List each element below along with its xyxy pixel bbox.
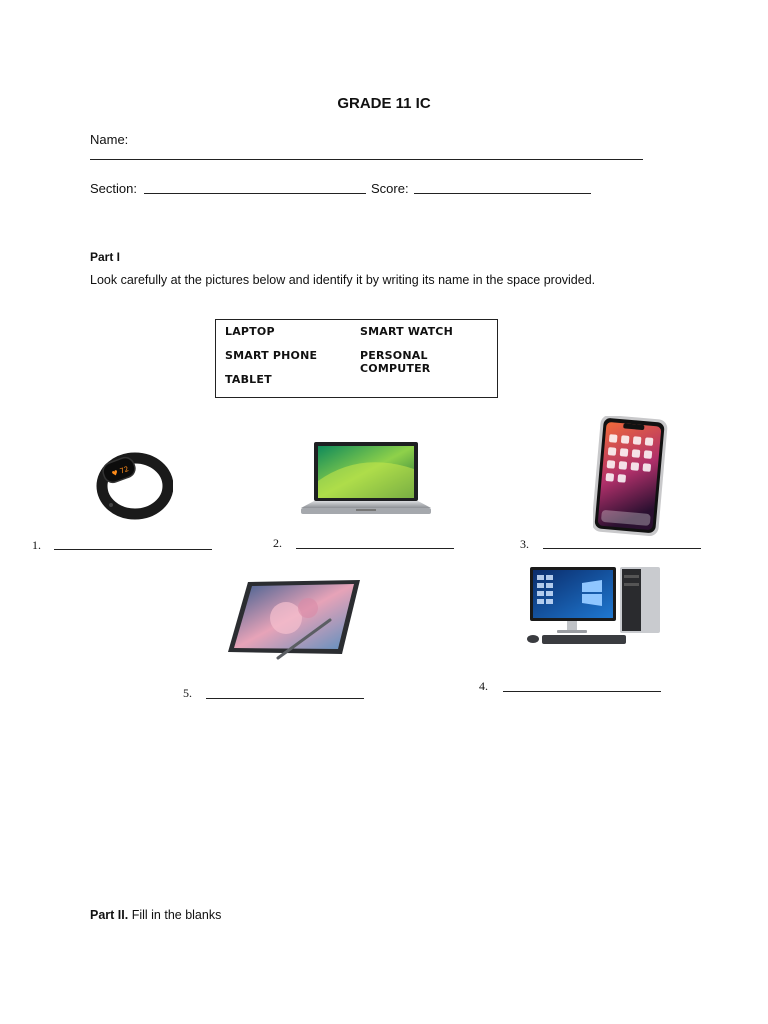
svg-text:♥ 72: ♥ 72 [110, 464, 130, 479]
name-blank-line[interactable] [90, 159, 643, 160]
answer-blank-2[interactable] [296, 548, 454, 549]
word-bank-item: TABLET [225, 373, 272, 386]
part1-instruction: Look carefully at the pictures below and identify it by writing its name in the space provided. [90, 273, 596, 287]
answer-blank-5[interactable] [206, 698, 364, 699]
part1-heading: Part I [90, 250, 121, 264]
item-number: 4. [479, 679, 488, 693]
laptop-icon [300, 441, 432, 521]
answer-blank-1[interactable] [54, 549, 212, 550]
word-bank-box [215, 319, 498, 398]
answer-blank-4[interactable] [503, 691, 661, 692]
item-number: 3. [520, 537, 529, 551]
part2-instruction: Fill in the blanks [131, 908, 222, 922]
section-label: Section: [90, 181, 137, 196]
personal-computer-icon [522, 565, 664, 647]
name-label: Name: [90, 132, 129, 147]
smart-phone-icon [593, 416, 668, 536]
score-blank-line[interactable] [414, 193, 591, 194]
part2-heading: Part II. [90, 908, 129, 922]
page-title: GRADE 11 IC [337, 95, 431, 112]
answer-blank-3[interactable] [543, 548, 701, 549]
item-number: 1. [32, 538, 41, 552]
item-number: 2. [273, 536, 282, 550]
word-bank-item: LAPTOP [225, 325, 275, 338]
word-bank-item: SMART PHONE [225, 349, 318, 362]
score-label: Score: [371, 181, 409, 196]
smart-watch-icon [95, 450, 173, 522]
word-bank-item: PERSONAL COMPUTER [360, 349, 431, 375]
item-number: 5. [183, 686, 192, 700]
part2-section [90, 908, 221, 922]
tablet-icon [226, 578, 362, 660]
word-bank-item: SMART WATCH [360, 325, 453, 338]
section-blank-line[interactable] [144, 193, 366, 194]
